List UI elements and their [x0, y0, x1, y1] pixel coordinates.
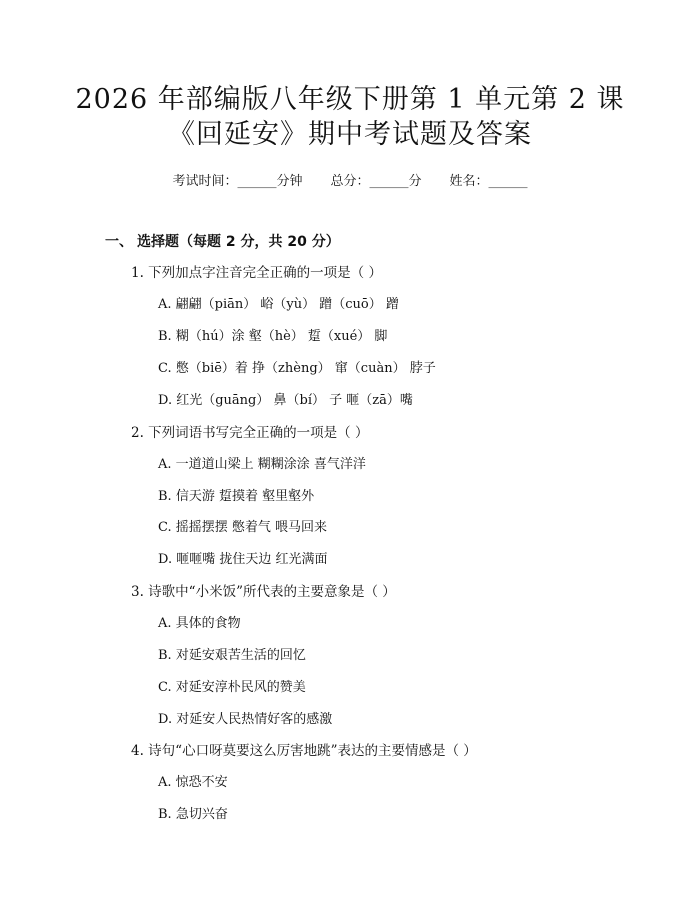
question-3-stem: 3. 诗歌中“小米饭”所代表的主要意象是（ ）: [131, 584, 396, 600]
question-4-option-a: A. 惊恐不安: [158, 775, 228, 790]
question-3-option-a: A. 具体的食物: [158, 616, 241, 631]
question-3-option-d: D. 对延安人民热情好客的感激: [158, 712, 333, 727]
page-title-line-2: 《回延安》期中考试题及答案: [168, 119, 532, 150]
question-1-option-c: C. 憋（biē）着 挣（zhèng） 窜（cuàn） 脖子: [158, 361, 436, 376]
page-title-line-1: 2026 年部编版八年级下册第 1 单元第 2 课: [75, 84, 625, 115]
question-4-option-b: B. 急切兴奋: [158, 807, 228, 822]
question-1-option-b: B. 糊（hú）涂 壑（hè） 踅（xué） 脚: [158, 329, 388, 344]
exam-student-name: 姓名：______: [449, 174, 528, 189]
question-1-option-d: D. 红光（guāng） 鼻（bí） 子 咂（zā）嘴: [158, 393, 413, 408]
section-title: 选择题（每题 2 分，共 20 分）: [137, 234, 340, 250]
section-heading: [105, 231, 340, 251]
question-2-option-b: B. 信天游 踅摸着 壑里壑外: [158, 489, 315, 504]
section-number: 一、: [105, 234, 133, 250]
exam-meta: [0, 170, 700, 189]
question-2-option-a: A. 一道道山梁上 糊糊涂涂 喜气洋洋: [158, 457, 366, 472]
question-3-option-c: C. 对延安淳朴民风的赞美: [158, 680, 306, 695]
exam-time: 考试时间：______分钟: [172, 174, 303, 189]
question-2-option-c: C. 摇摇摆摆 憋着气 喂马回来: [158, 520, 328, 535]
question-1-option-a: A. 翩翩（piān） 峪（yù） 蹭（cuō） 蹭: [158, 297, 399, 312]
question-4-stem: 4. 诗句“心口呀莫要这么厉害地跳”表达的主要情感是（ ）: [131, 743, 477, 759]
question-1-stem: 1. 下列加点字注音完全正确的一项是（ ）: [131, 265, 382, 281]
question-2-option-d: D. 咂咂嘴 拢住天边 红光满面: [158, 552, 328, 567]
exam-total-score: 总分：______分: [330, 174, 422, 189]
question-3-option-b: B. 对延安艰苦生活的回忆: [158, 648, 306, 663]
question-2-stem: 2. 下列词语书写完全正确的一项是（ ）: [131, 425, 369, 441]
